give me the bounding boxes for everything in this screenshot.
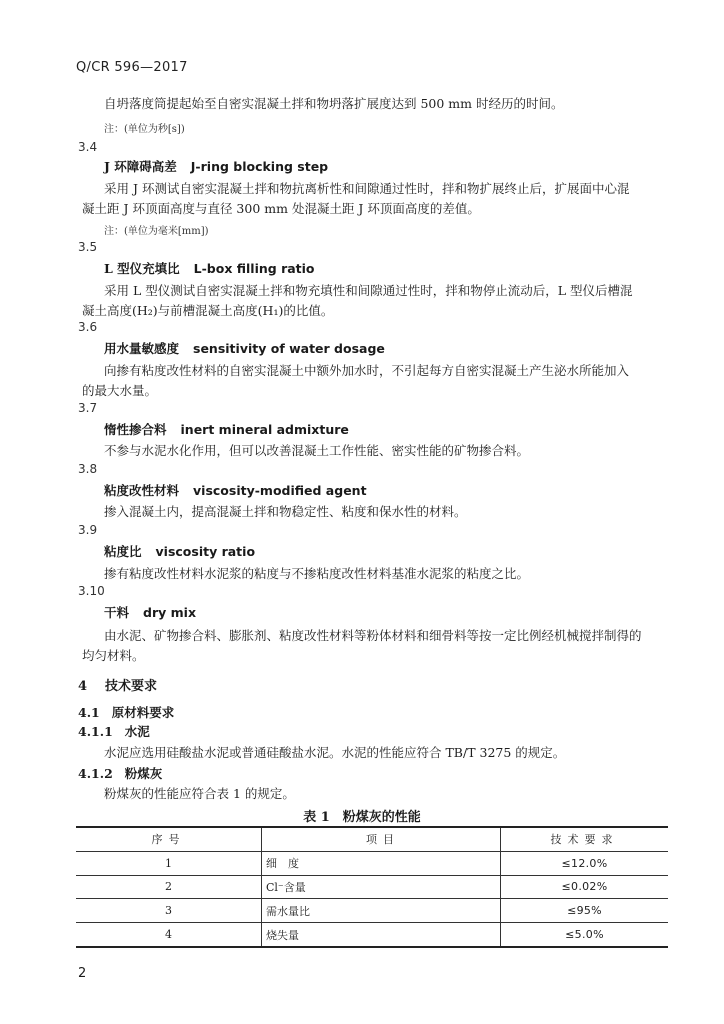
chapter-title: 技术要求 — [105, 679, 158, 694]
intro-note: 注：(单位为秒[s]) — [104, 124, 185, 135]
page-number: 2 — [78, 966, 87, 981]
definition-line: 掺有粘度改性材料水泥浆的粘度与不掺粘度改性材料基准水泥浆的粘度之比。 — [104, 566, 530, 581]
column-header-item: 项目 — [262, 828, 501, 851]
section-number-3-9: 3.9 — [78, 523, 98, 537]
section-number: 4.1.2 — [78, 766, 113, 781]
cell-item: 细 度 — [262, 851, 501, 875]
chapter-4-heading — [78, 675, 157, 694]
cell-item: Cl⁻含量 — [262, 875, 501, 899]
fly-ash-table — [76, 826, 668, 948]
definition-line: 向掺有粘度改性材料的自密实混凝土中额外加水时，不引起每方自密实混凝土产生泌水所能加入 — [104, 363, 630, 378]
definition-line: 凝土距 J 环顶面高度与直径 300 mm 处混凝土距 J 环顶面高度的差值。 — [82, 201, 480, 216]
standard-code-header: Q/CR 596—2017 — [76, 60, 188, 75]
term-3-8 — [104, 481, 367, 499]
term-cn: 粘度比 — [104, 544, 142, 559]
cell-requirement: ≤95% — [501, 899, 669, 923]
definition-line: 由水泥、矿物掺合料、膨胀剂、粘度改性材料等粉体材料和细骨料等按一定比例经机械搅拌制得的 — [104, 628, 642, 643]
section-number-3-10: 3.10 — [78, 584, 105, 598]
term-cn: J 环障碍高差 — [104, 159, 177, 174]
section-4-1-1-heading — [78, 722, 150, 740]
table-row — [76, 851, 668, 875]
term-en: sensitivity of water dosage — [193, 341, 385, 356]
column-header-number: 序号 — [76, 828, 262, 851]
table-row — [76, 899, 668, 923]
term-cn: L 型仪充填比 — [104, 261, 180, 276]
term-3-6 — [104, 339, 385, 357]
term-en: inert mineral admixture — [180, 422, 349, 437]
term-3-4 — [104, 157, 328, 175]
section-4-1-heading — [78, 703, 174, 721]
term-3-9 — [104, 542, 255, 560]
section-title: 水泥 — [124, 724, 150, 739]
term-cn: 粘度改性材料 — [104, 483, 180, 498]
section-number-3-4: 3.4 — [78, 140, 98, 154]
term-en: viscosity-modified agent — [193, 483, 367, 498]
definition-line: 均匀材料。 — [82, 648, 145, 663]
column-header-requirement: 技术要求 — [501, 828, 669, 851]
definition-line: 凝土高度(H₂)与前槽混凝土高度(H₁)的比值。 — [82, 303, 334, 318]
term-cn: 用水量敏感度 — [104, 341, 180, 356]
section-number-3-8: 3.8 — [78, 462, 98, 476]
section-number-3-6: 3.6 — [78, 320, 98, 334]
section-number: 4.1 — [78, 705, 100, 720]
term-en: dry mix — [143, 605, 197, 620]
section-number-3-7: 3.7 — [78, 401, 98, 415]
section-note: 注：(单位为毫米[mm]) — [104, 226, 209, 237]
cell-number: 4 — [76, 923, 262, 946]
definition-line: 采用 J 环测试自密实混凝土拌和物抗离析性和间隙通过性时，拌和物扩展终止后，扩展面中心混 — [104, 181, 630, 196]
cell-item: 需水量比 — [262, 899, 501, 923]
table-header-row — [76, 828, 668, 851]
intro-text: 自坍落度筒提起始至自密实混凝土拌和物坍落扩展度达到 500 mm 时经历的时间。 — [104, 96, 564, 111]
section-number-3-5: 3.5 — [78, 240, 98, 254]
term-en: viscosity ratio — [155, 544, 256, 559]
table-title: 表 1 粉煤灰的性能 — [303, 810, 421, 825]
section-4-1-2-text: 粉煤灰的性能应符合表 1 的规定。 — [104, 786, 295, 801]
section-4-1-2-heading — [78, 764, 162, 782]
definition-line: 不参与水泥水化作用，但可以改善混凝土工作性能、密实性能的矿物掺合料。 — [104, 443, 530, 458]
term-3-7 — [104, 420, 349, 438]
section-4-1-1-text: 水泥应选用硅酸盐水泥或普通硅酸盐水泥。水泥的性能应符合 TB/T 3275 的规定。 — [104, 745, 566, 760]
term-en: L-box filling ratio — [193, 261, 315, 276]
table-row — [76, 923, 668, 946]
cell-requirement: ≤12.0% — [501, 851, 669, 875]
term-3-10 — [104, 603, 196, 621]
term-en: J-ring blocking step — [190, 159, 329, 174]
section-title: 粉煤灰 — [124, 766, 163, 781]
section-number: 4.1.1 — [78, 724, 113, 739]
cell-requirement: ≤0.02% — [501, 875, 669, 899]
definition-line: 掺入混凝土内，提高混凝土拌和物稳定性、粘度和保水性的材料。 — [104, 504, 467, 519]
cell-requirement: ≤5.0% — [501, 923, 669, 946]
table — [76, 828, 668, 946]
cell-item: 烧失量 — [262, 923, 501, 946]
term-cn: 惰性掺合料 — [104, 422, 167, 437]
section-title: 原材料要求 — [111, 705, 175, 720]
table-row — [76, 875, 668, 899]
chapter-number: 4 — [78, 679, 88, 694]
cell-number: 3 — [76, 899, 262, 923]
cell-number: 1 — [76, 851, 262, 875]
term-3-5 — [104, 259, 315, 277]
definition-line: 的最大水量。 — [82, 383, 158, 398]
definition-line: 采用 L 型仪测试自密实混凝土拌和物充填性和间隙通过性时，拌和物停止流动后，L 型仪后槽混 — [104, 283, 633, 298]
cell-number: 2 — [76, 875, 262, 899]
term-cn: 干料 — [104, 605, 130, 620]
